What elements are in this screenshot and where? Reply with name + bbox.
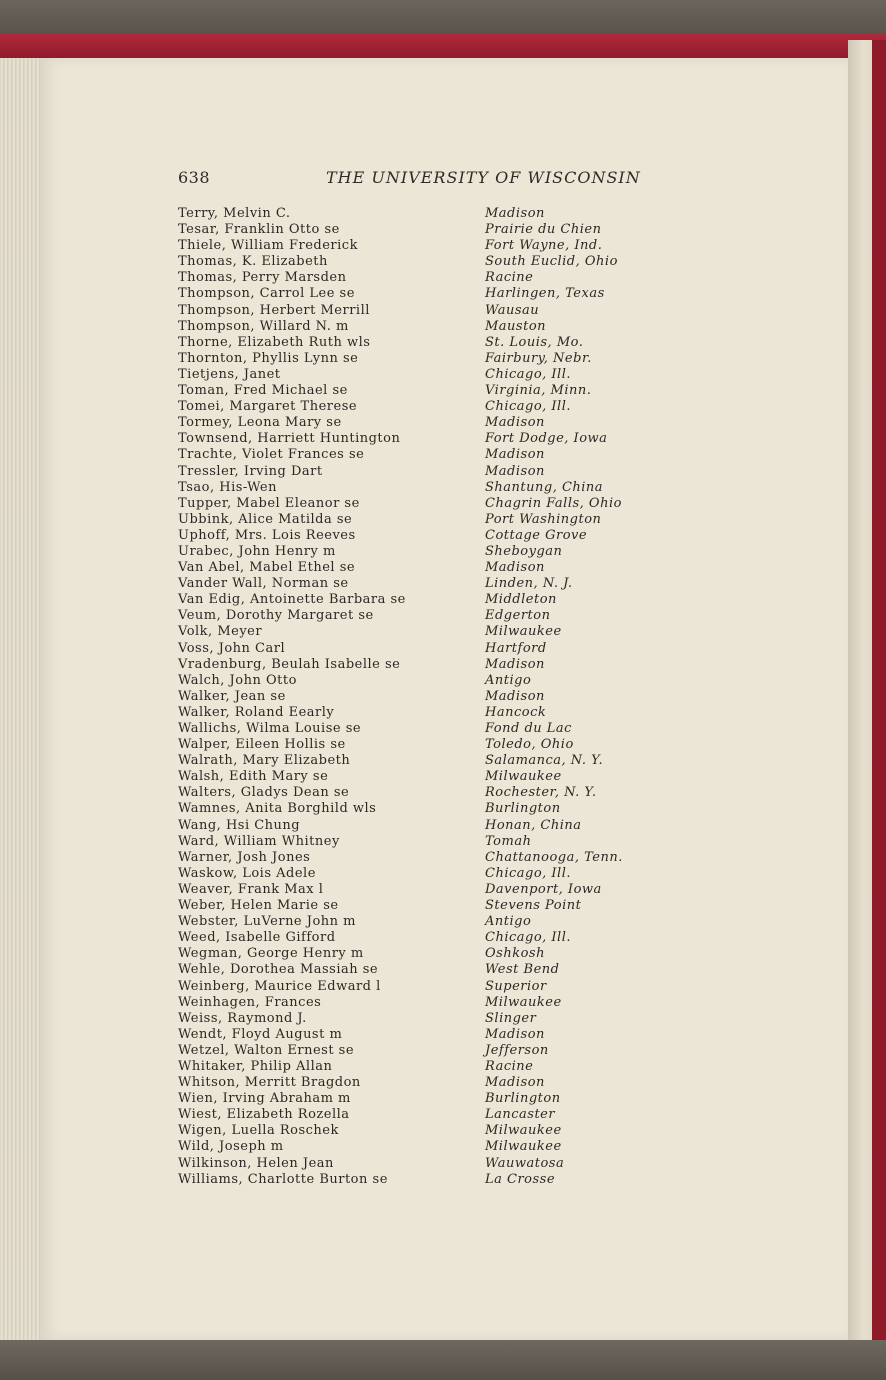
student-name: Volk, Meyer xyxy=(178,624,263,640)
student-name: Walker, Roland Eearly xyxy=(178,704,335,720)
hometown: St. Louis, Mo. xyxy=(485,334,584,350)
list-item xyxy=(178,1043,658,1059)
hometown: Edgerton xyxy=(485,608,551,624)
list-item xyxy=(178,818,658,834)
student-name: Veum, Dorothy Margaret se xyxy=(178,608,374,624)
list-item xyxy=(178,335,658,351)
hometown: Jefferson xyxy=(485,1042,549,1058)
student-name: Wamnes, Anita Borghild wls xyxy=(178,801,377,817)
list-item xyxy=(178,1172,658,1188)
hometown: Fort Dodge, Iowa xyxy=(485,431,608,447)
student-name: Tomei, Margaret Therese xyxy=(178,399,358,415)
hometown: Racine xyxy=(485,1058,534,1074)
hometown: Racine xyxy=(485,270,534,286)
list-item xyxy=(178,801,658,817)
list-item xyxy=(178,415,658,431)
hometown: Chagrin Falls, Ohio xyxy=(485,495,622,511)
hometown: Hartford xyxy=(485,640,547,656)
hometown: Madison xyxy=(485,1026,545,1042)
student-name: Weber, Helen Marie se xyxy=(178,898,339,914)
hometown: Salamanca, N. Y. xyxy=(485,753,604,769)
hometown: Virginia, Minn. xyxy=(485,383,592,399)
list-item xyxy=(178,1156,658,1172)
student-name: Warner, Josh Jones xyxy=(178,849,311,865)
student-name: Wendt, Floyd August m xyxy=(178,1026,343,1042)
student-name: Vander Wall, Norman se xyxy=(178,576,349,592)
list-item xyxy=(178,222,658,238)
hometown: Madison xyxy=(485,206,545,221)
student-name: Uphoff, Mrs. Lois Reeves xyxy=(178,527,356,543)
list-item xyxy=(178,657,658,673)
hometown: Antigo xyxy=(485,914,532,930)
student-name: Thorne, Elizabeth Ruth wls xyxy=(178,334,371,350)
list-item xyxy=(178,286,658,302)
hometown: Slinger xyxy=(485,1010,537,1026)
list-item xyxy=(178,431,658,447)
list-item xyxy=(178,254,658,270)
hometown: Madison xyxy=(485,656,545,672)
list-item xyxy=(178,608,658,624)
hometown: Madison xyxy=(485,415,545,431)
student-name: Wetzel, Walton Ernest se xyxy=(178,1042,355,1058)
student-name: Weaver, Frank Max l xyxy=(178,881,324,897)
list-item xyxy=(178,399,658,415)
hometown: Wauwatosa xyxy=(485,1155,565,1171)
hometown: Stevens Point xyxy=(485,898,582,914)
student-name: Ward, William Whitney xyxy=(178,833,340,849)
list-item xyxy=(178,866,658,882)
student-name: Whitaker, Philip Allan xyxy=(178,1058,333,1074)
list-item xyxy=(178,979,658,995)
list-item xyxy=(178,1107,658,1123)
student-name: Williams, Charlotte Burton se xyxy=(178,1171,388,1187)
student-name: Walch, John Otto xyxy=(178,672,297,688)
student-name: Thompson, Herbert Merrill xyxy=(178,302,370,318)
list-item xyxy=(178,1075,658,1091)
list-item xyxy=(178,737,658,753)
student-name: Wilkinson, Helen Jean xyxy=(178,1155,334,1171)
hometown: Burlington xyxy=(485,1091,561,1107)
hometown: Milwaukee xyxy=(485,994,562,1010)
hometown: West Bend xyxy=(485,962,560,978)
hometown: Milwaukee xyxy=(485,1139,562,1155)
student-name: Trachte, Violet Frances se xyxy=(178,447,365,463)
hometown: Madison xyxy=(485,1075,545,1091)
list-item xyxy=(178,1123,658,1139)
list-item xyxy=(178,769,658,785)
student-name: Wehle, Dorothea Massiah se xyxy=(178,962,379,978)
list-item xyxy=(178,930,658,946)
student-name: Thompson, Willard N. m xyxy=(178,318,349,334)
student-name: Walper, Eileen Hollis se xyxy=(178,737,346,753)
hometown: Sheboygan xyxy=(485,543,563,559)
student-name: Thiele, William Frederick xyxy=(178,238,358,254)
student-name: Voss, John Carl xyxy=(178,640,286,656)
hometown: Madison xyxy=(485,447,545,463)
list-item xyxy=(178,528,658,544)
student-name: Tesar, Franklin Otto se xyxy=(178,222,340,238)
student-name: Tupper, Mabel Eleanor se xyxy=(178,495,360,511)
list-item xyxy=(178,673,658,689)
list-item xyxy=(178,962,658,978)
student-name: Wien, Irving Abraham m xyxy=(178,1091,351,1107)
running-title: THE UNIVERSITY OF WISCONSIN xyxy=(326,168,641,187)
student-name: Tressler, Irving Dart xyxy=(178,463,323,479)
list-item xyxy=(178,303,658,319)
list-item xyxy=(178,705,658,721)
student-name: Whitson, Merritt Bragdon xyxy=(178,1075,361,1091)
list-item xyxy=(178,544,658,560)
student-name: Wallichs, Wilma Louise se xyxy=(178,721,362,736)
student-name: Wiest, Elizabeth Rozella xyxy=(178,1107,350,1123)
student-name: Weed, Isabelle Gifford xyxy=(178,930,336,946)
student-name: Walker, Jean se xyxy=(178,688,286,704)
hometown: Oshkosh xyxy=(485,946,545,962)
student-name: Townsend, Harriett Huntington xyxy=(178,431,401,447)
scan-background-bottom xyxy=(0,1340,886,1380)
list-item xyxy=(178,576,658,592)
list-item xyxy=(178,512,658,528)
hometown: Linden, N. J. xyxy=(485,576,573,592)
hometown: Milwaukee xyxy=(485,769,562,785)
student-name: Thornton, Phyllis Lynn se xyxy=(178,350,359,366)
list-item xyxy=(178,834,658,850)
student-name: Thompson, Carrol Lee se xyxy=(178,286,355,302)
student-name: Weinhagen, Frances xyxy=(178,994,322,1010)
book-cover-edge xyxy=(0,34,886,60)
student-name: Van Edig, Antoinette Barbara se xyxy=(178,592,406,608)
list-item xyxy=(178,721,658,737)
hometown: Madison xyxy=(485,560,545,576)
list-item xyxy=(178,351,658,367)
student-name: Thomas, Perry Marsden xyxy=(178,270,347,286)
student-name: Wigen, Luella Roschek xyxy=(178,1123,339,1139)
list-item xyxy=(178,1091,658,1107)
page-header xyxy=(178,168,648,190)
hometown: Milwaukee xyxy=(485,1123,562,1139)
student-name: Wang, Hsi Chung xyxy=(178,817,301,833)
hometown: Prairie du Chien xyxy=(485,222,602,238)
hometown: Rochester, N. Y. xyxy=(485,785,597,801)
student-name: Waskow, Lois Adele xyxy=(178,865,316,881)
list-item xyxy=(178,238,658,254)
student-name: Ubbink, Alice Matilda se xyxy=(178,511,353,527)
hometown: Cottage Grove xyxy=(485,527,588,543)
hometown: Superior xyxy=(485,978,547,994)
list-item xyxy=(178,383,658,399)
hometown: Chicago, Ill. xyxy=(485,366,572,382)
student-name: Tsao, His-Wen xyxy=(178,479,277,495)
hometown: Chattanooga, Tenn. xyxy=(485,849,623,865)
list-item xyxy=(178,206,658,222)
hometown: Wausau xyxy=(485,302,540,318)
list-item xyxy=(178,689,658,705)
hometown: Madison xyxy=(485,463,545,479)
list-item xyxy=(178,995,658,1011)
list-item xyxy=(178,447,658,463)
student-name: Van Abel, Mabel Ethel se xyxy=(178,560,356,576)
list-item xyxy=(178,319,658,335)
list-item xyxy=(178,624,658,640)
list-item xyxy=(178,270,658,286)
student-name: Toman, Fred Michael se xyxy=(178,383,348,399)
hometown: La Crosse xyxy=(485,1171,556,1187)
student-name: Urabec, John Henry m xyxy=(178,543,336,559)
hometown: Tomah xyxy=(485,833,532,849)
list-item xyxy=(178,367,658,383)
student-name: Terry, Melvin C. xyxy=(178,206,291,221)
hometown: Middleton xyxy=(485,592,557,608)
student-listing xyxy=(178,206,658,1188)
hometown: Mauston xyxy=(485,318,547,334)
student-name: Walrath, Mary Elizabeth xyxy=(178,753,351,769)
hometown: Milwaukee xyxy=(485,624,562,640)
hometown: Chicago, Ill. xyxy=(485,930,572,946)
student-name: Walters, Gladys Dean se xyxy=(178,785,350,801)
hometown: Davenport, Iowa xyxy=(485,881,602,897)
hometown: Burlington xyxy=(485,801,561,817)
list-item xyxy=(178,850,658,866)
list-item xyxy=(178,464,658,480)
hometown: Harlingen, Texas xyxy=(485,286,605,302)
hometown: Fond du Lac xyxy=(485,721,572,736)
list-item xyxy=(178,592,658,608)
student-name: Weinberg, Maurice Edward l xyxy=(178,978,381,994)
hometown: Lancaster xyxy=(485,1107,556,1123)
hometown: Port Washington xyxy=(485,511,602,527)
hometown: Chicago, Ill. xyxy=(485,399,572,415)
list-item xyxy=(178,1139,658,1155)
hometown: Antigo xyxy=(485,672,532,688)
student-name: Weiss, Raymond J. xyxy=(178,1010,307,1026)
list-item xyxy=(178,946,658,962)
list-item xyxy=(178,496,658,512)
hometown: Chicago, Ill. xyxy=(485,865,572,881)
student-name: Tormey, Leona Mary se xyxy=(178,415,342,431)
list-item xyxy=(178,1011,658,1027)
student-name: Vradenburg, Beulah Isabelle se xyxy=(178,656,401,672)
student-name: Walsh, Edith Mary se xyxy=(178,769,329,785)
hometown: Fort Wayne, Ind. xyxy=(485,238,603,254)
hometown: Madison xyxy=(485,688,545,704)
hometown: Shantung, China xyxy=(485,479,604,495)
student-name: Webster, LuVerne John m xyxy=(178,914,357,930)
list-item xyxy=(178,1027,658,1043)
list-item xyxy=(178,1059,658,1075)
hometown: Honan, China xyxy=(485,817,582,833)
list-item xyxy=(178,560,658,576)
hometown: Hancock xyxy=(485,704,547,720)
student-name: Wegman, George Henry m xyxy=(178,946,364,962)
hometown: Toledo, Ohio xyxy=(485,737,574,753)
list-item xyxy=(178,641,658,657)
page-number: 638 xyxy=(178,168,211,187)
student-name: Thomas, K. Elizabeth xyxy=(178,254,328,270)
list-item xyxy=(178,898,658,914)
student-name: Wild, Joseph m xyxy=(178,1139,284,1155)
student-name: Tietjens, Janet xyxy=(178,366,281,382)
list-item xyxy=(178,753,658,769)
hometown: Fairbury, Nebr. xyxy=(485,350,592,366)
list-item xyxy=(178,785,658,801)
list-item xyxy=(178,882,658,898)
list-item xyxy=(178,914,658,930)
list-item xyxy=(178,480,658,496)
book-cover-edge-right xyxy=(872,40,886,1340)
hometown: South Euclid, Ohio xyxy=(485,254,618,270)
